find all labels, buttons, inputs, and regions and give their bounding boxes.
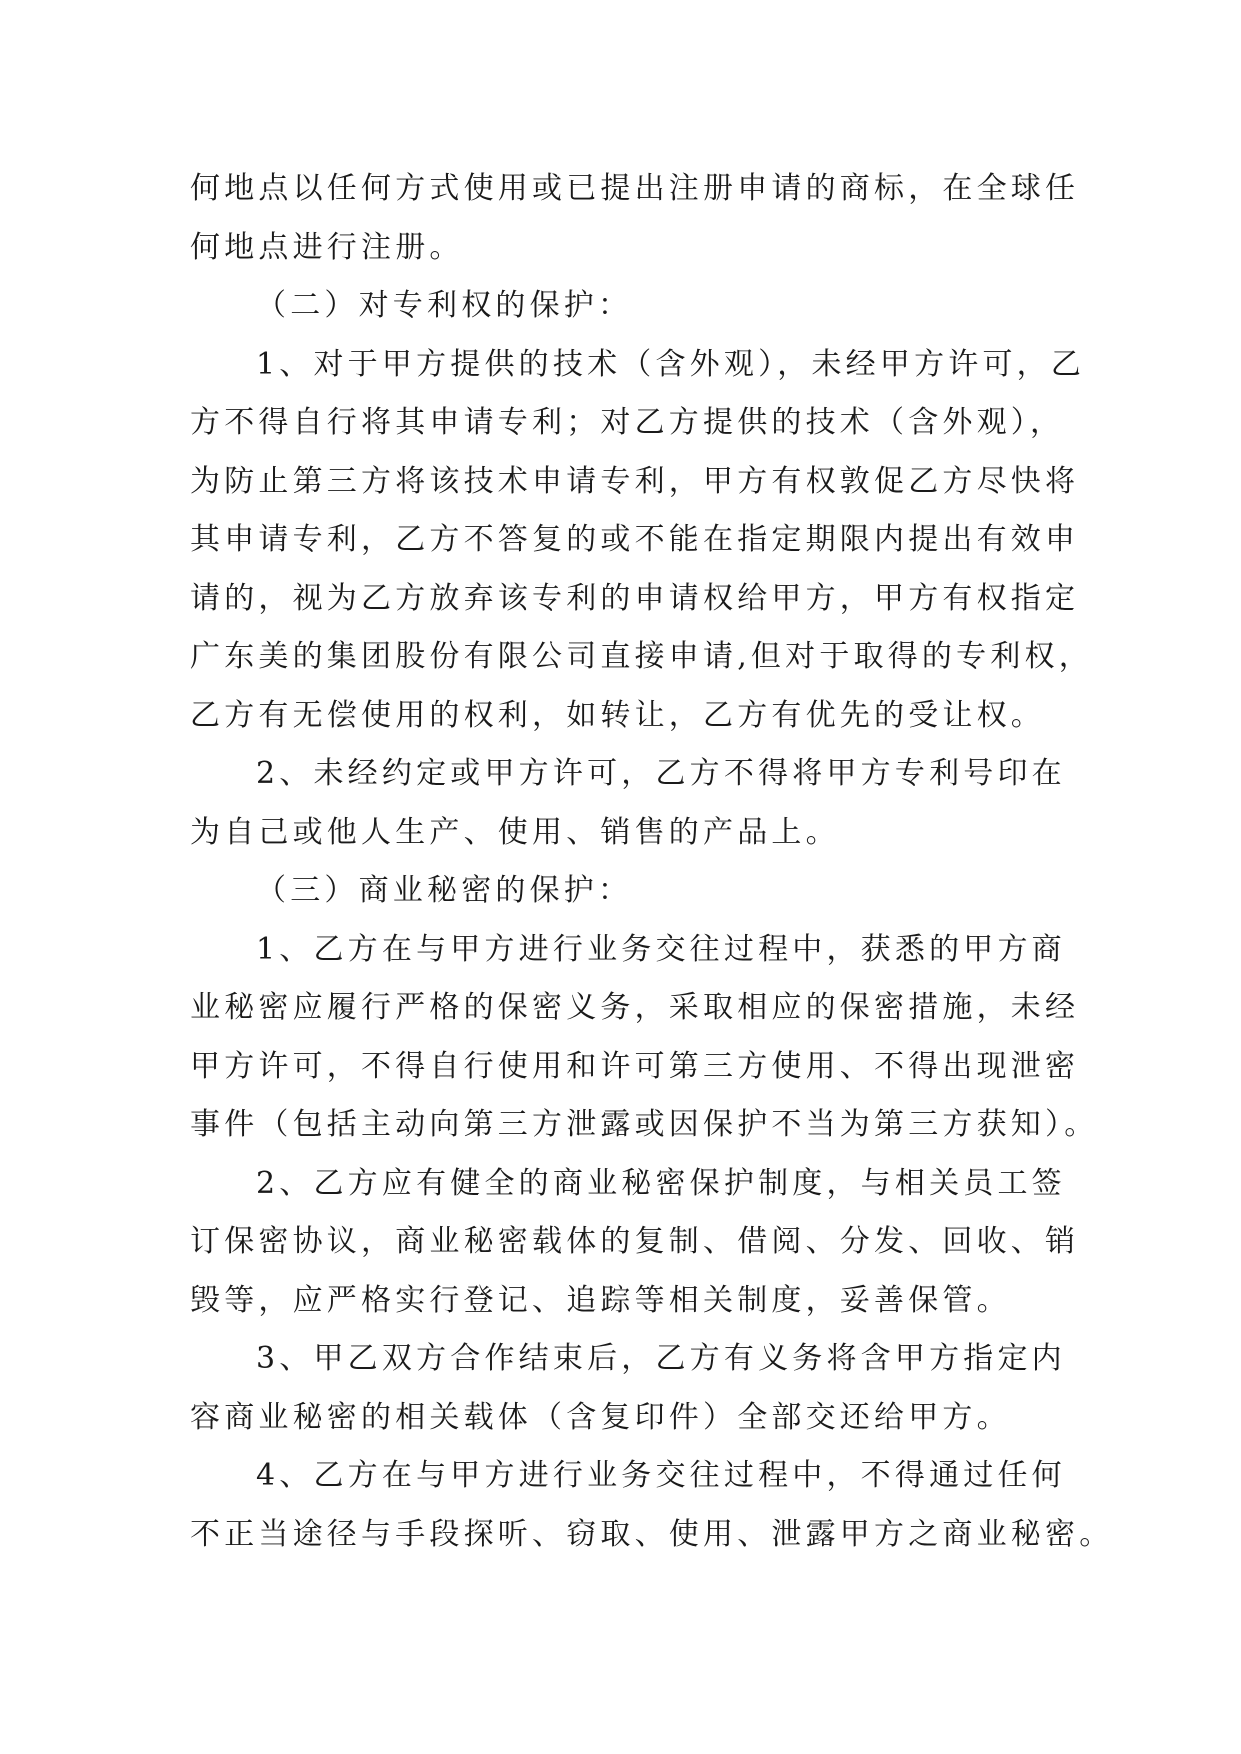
- text-line: （三）商业秘密的保护：: [256, 873, 633, 908]
- text-line: 容商业秘密的相关载体（含复印件）全部交还给甲方。: [190, 1399, 1011, 1435]
- text-line: 广东美的集团股份有限公司直接申请,但对于取得的专利权，: [190, 639, 1093, 674]
- text-line: 为自己或他人生产、使用、销售的产品上。: [190, 814, 840, 850]
- text-line: 何地点进行注册。: [190, 229, 464, 265]
- document-body: [190, 160, 1114, 1564]
- text-line: 3、甲乙双方合作结束后，乙方有义务将含甲方指定内: [256, 1341, 1066, 1376]
- text-line: 请的，视为乙方放弃该专利的申请权给甲方，甲方有权指定: [190, 580, 1080, 616]
- text-line: 方不得自行将其申请专利；对乙方提供的技术（含外观），: [190, 405, 1065, 440]
- text-line: 业秘密应履行严格的保密义务，采取相应的保密措施，未经: [190, 990, 1080, 1025]
- text-line: 毁等，应严格实行登记、追踪等相关制度，妥善保管。: [190, 1282, 1011, 1318]
- text-line: 何地点以任何方式使用或已提出注册申请的商标，在全球任: [190, 171, 1080, 206]
- text-line: 不正当途径与手段探听、窃取、使用、泄露甲方之商业秘密。: [190, 1516, 1114, 1552]
- text-line: 乙方有无偿使用的权利，如转让，乙方有优先的受让权。: [190, 697, 1045, 733]
- text-line: 订保密协议，商业秘密载体的复制、借阅、分发、回收、销: [190, 1224, 1080, 1259]
- text-line: 2、乙方应有健全的商业秘密保护制度，与相关员工签: [256, 1165, 1066, 1201]
- text-line: 1、乙方在与甲方进行业务交往过程中，获悉的甲方商: [256, 931, 1066, 967]
- text-line: 4、乙方在与甲方进行业务交往过程中，不得通过任何: [256, 1458, 1066, 1493]
- text-line: 2、未经约定或甲方许可，乙方不得将甲方专利号印在: [256, 756, 1066, 791]
- text-line: 事件（包括主动向第三方泄露或因保护不当为第三方获知）。: [190, 1107, 1099, 1142]
- text-line: （二）对专利权的保护：: [256, 288, 633, 323]
- text-line: 1、对于甲方提供的技术（含外观），未经甲方许可，乙: [256, 346, 1086, 382]
- text-line: 为防止第三方将该技术申请专利，甲方有权敦促乙方尽快将: [190, 463, 1080, 499]
- text-line: 甲方许可，不得自行使用和许可第三方使用、不得出现泄密: [190, 1048, 1080, 1084]
- text-line: 其申请专利，乙方不答复的或不能在指定期限内提出有效申: [190, 522, 1080, 557]
